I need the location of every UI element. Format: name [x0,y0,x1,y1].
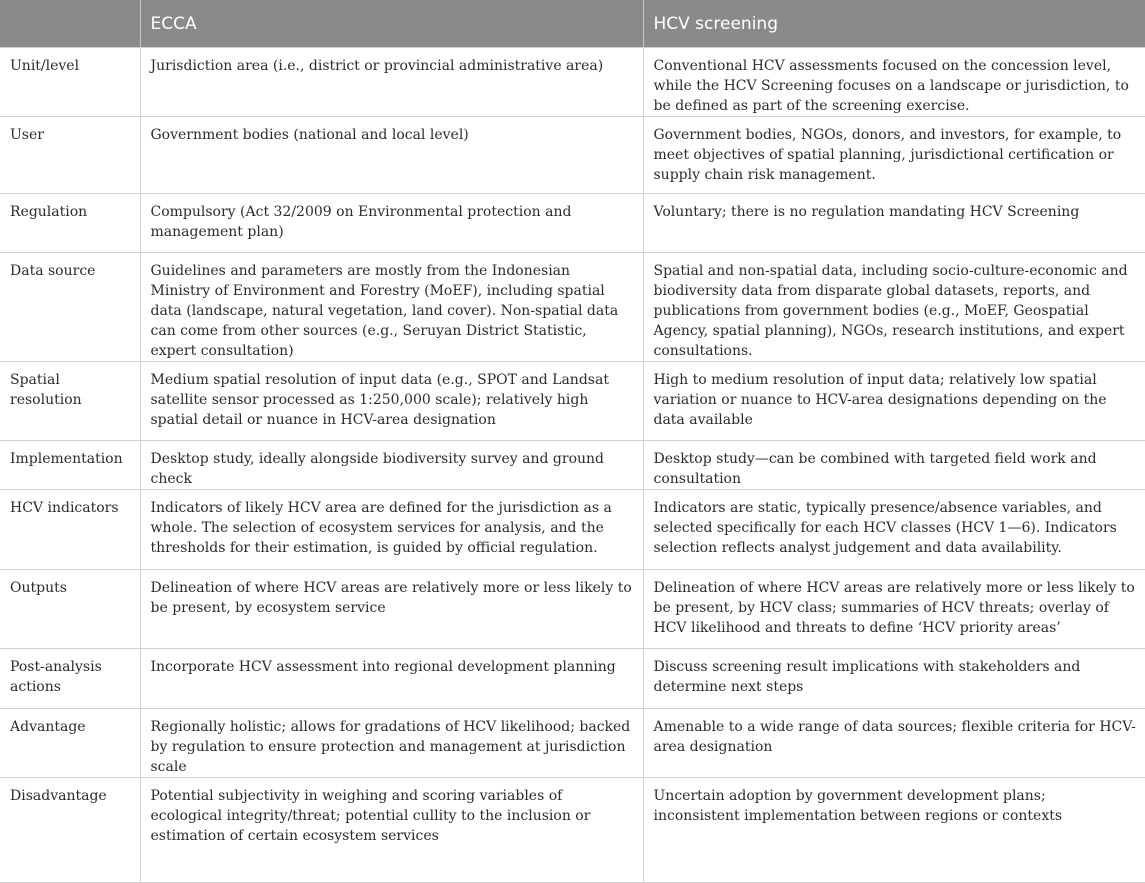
ecca-cell: Incorporate HCV assessment into regional development planning [140,649,643,709]
header-cell-ecca: ECCA [140,0,643,48]
hcv-cell: Indicators are static, typically presence/absence variables, and selected specifically for each HCV classes (HCV 1—6). Indicators selection reflects analyst judgement and data availability. [643,490,1145,570]
row-label: Outputs [0,570,140,649]
row-label: Advantage [0,709,140,778]
hcv-cell: Spatial and non-spatial data, including socio-culture-economic and biodiversity data from disparate global datasets, reports, and publications from government bodies (e.g., MoEF, Geospatial Agency, spatial planning), NGOs, research institutions, and expert consultations. [643,253,1145,362]
row-label: Disadvantage [0,778,140,883]
row-label: Spatial resolution [0,362,140,441]
hcv-cell: Voluntary; there is no regulation mandating HCV Screening [643,194,1145,253]
ecca-cell: Guidelines and parameters are mostly from the Indonesian Ministry of Environment and Forestry (MoEF), including spatial data (landscape, natural vegetation, land cover). Non-spatial data can come from other sources (e.g., Seruyan District Statistic, expert consultation) [140,253,643,362]
ecca-cell: Regionally holistic; allows for gradations of HCV likelihood; backed by regulation to ensure protection and management at jurisdiction scale [140,709,643,778]
ecca-cell: Potential subjectivity in weighing and scoring variables of ecological integrity/threat; potential cullity to the inclusion or estimation of certain ecosystem services [140,778,643,883]
table-row [0,778,1145,883]
row-label: Post-analysis actions [0,649,140,709]
hcv-cell: Delineation of where HCV areas are relatively more or less likely to be present, by HCV class; summaries of HCV threats; overlay of HCV likelihood and threats to define ‘HCV priority areas’ [643,570,1145,649]
row-label: User [0,117,140,194]
ecca-cell: Jurisdiction area (i.e., district or provincial administrative area) [140,48,643,117]
table-row [0,194,1145,253]
header-row [0,0,1145,48]
ecca-cell: Indicators of likely HCV area are defined for the jurisdiction as a whole. The selection of ecosystem services for analysis, and the thresholds for their estimation, is guided by official regulation. [140,490,643,570]
row-label: HCV indicators [0,490,140,570]
table-row [0,117,1145,194]
hcv-cell: Amenable to a wide range of data sources; flexible criteria for HCV-area designation [643,709,1145,778]
table-row [0,253,1145,362]
row-label: Regulation [0,194,140,253]
ecca-cell: Government bodies (national and local level) [140,117,643,194]
table-row [0,649,1145,709]
table-row [0,441,1145,490]
table-row [0,362,1145,441]
hcv-cell: High to medium resolution of input data; relatively low spatial variation or nuance to HCV-area designations depending on the data available [643,362,1145,441]
hcv-cell: Desktop study—can be combined with targeted field work and consultation [643,441,1145,490]
table-row [0,48,1145,117]
table-row [0,709,1145,778]
table-row [0,570,1145,649]
hcv-cell: Conventional HCV assessments focused on the concession level, while the HCV Screening focuses on a landscape or jurisdiction, to be defined as part of the screening exercise. [643,48,1145,117]
ecca-cell: Medium spatial resolution of input data (e.g., SPOT and Landsat satellite sensor processed as 1:250,000 scale); relatively high spatial detail or nuance in HCV-area designation [140,362,643,441]
table-body [0,48,1145,883]
hcv-cell: Government bodies, NGOs, donors, and investors, for example, to meet objectives of spatial planning, jurisdictional certification or supply chain risk management. [643,117,1145,194]
header-cell-criterion [0,0,140,48]
ecca-cell: Delineation of where HCV areas are relatively more or less likely to be present, by ecosystem service [140,570,643,649]
row-label: Data source [0,253,140,362]
table-header [0,0,1145,48]
hcv-cell: Discuss screening result implications with stakeholders and determine next steps [643,649,1145,709]
header-cell-hcv-screening: HCV screening [643,0,1145,48]
ecca-cell: Desktop study, ideally alongside biodiversity survey and ground check [140,441,643,490]
ecca-cell: Compulsory (Act 32/2009 on Environmental protection and management plan) [140,194,643,253]
row-label: Unit/level [0,48,140,117]
row-label: Implementation [0,441,140,490]
hcv-cell: Uncertain adoption by government development plans; inconsistent implementation between regions or contexts [643,778,1145,883]
table-row [0,490,1145,570]
